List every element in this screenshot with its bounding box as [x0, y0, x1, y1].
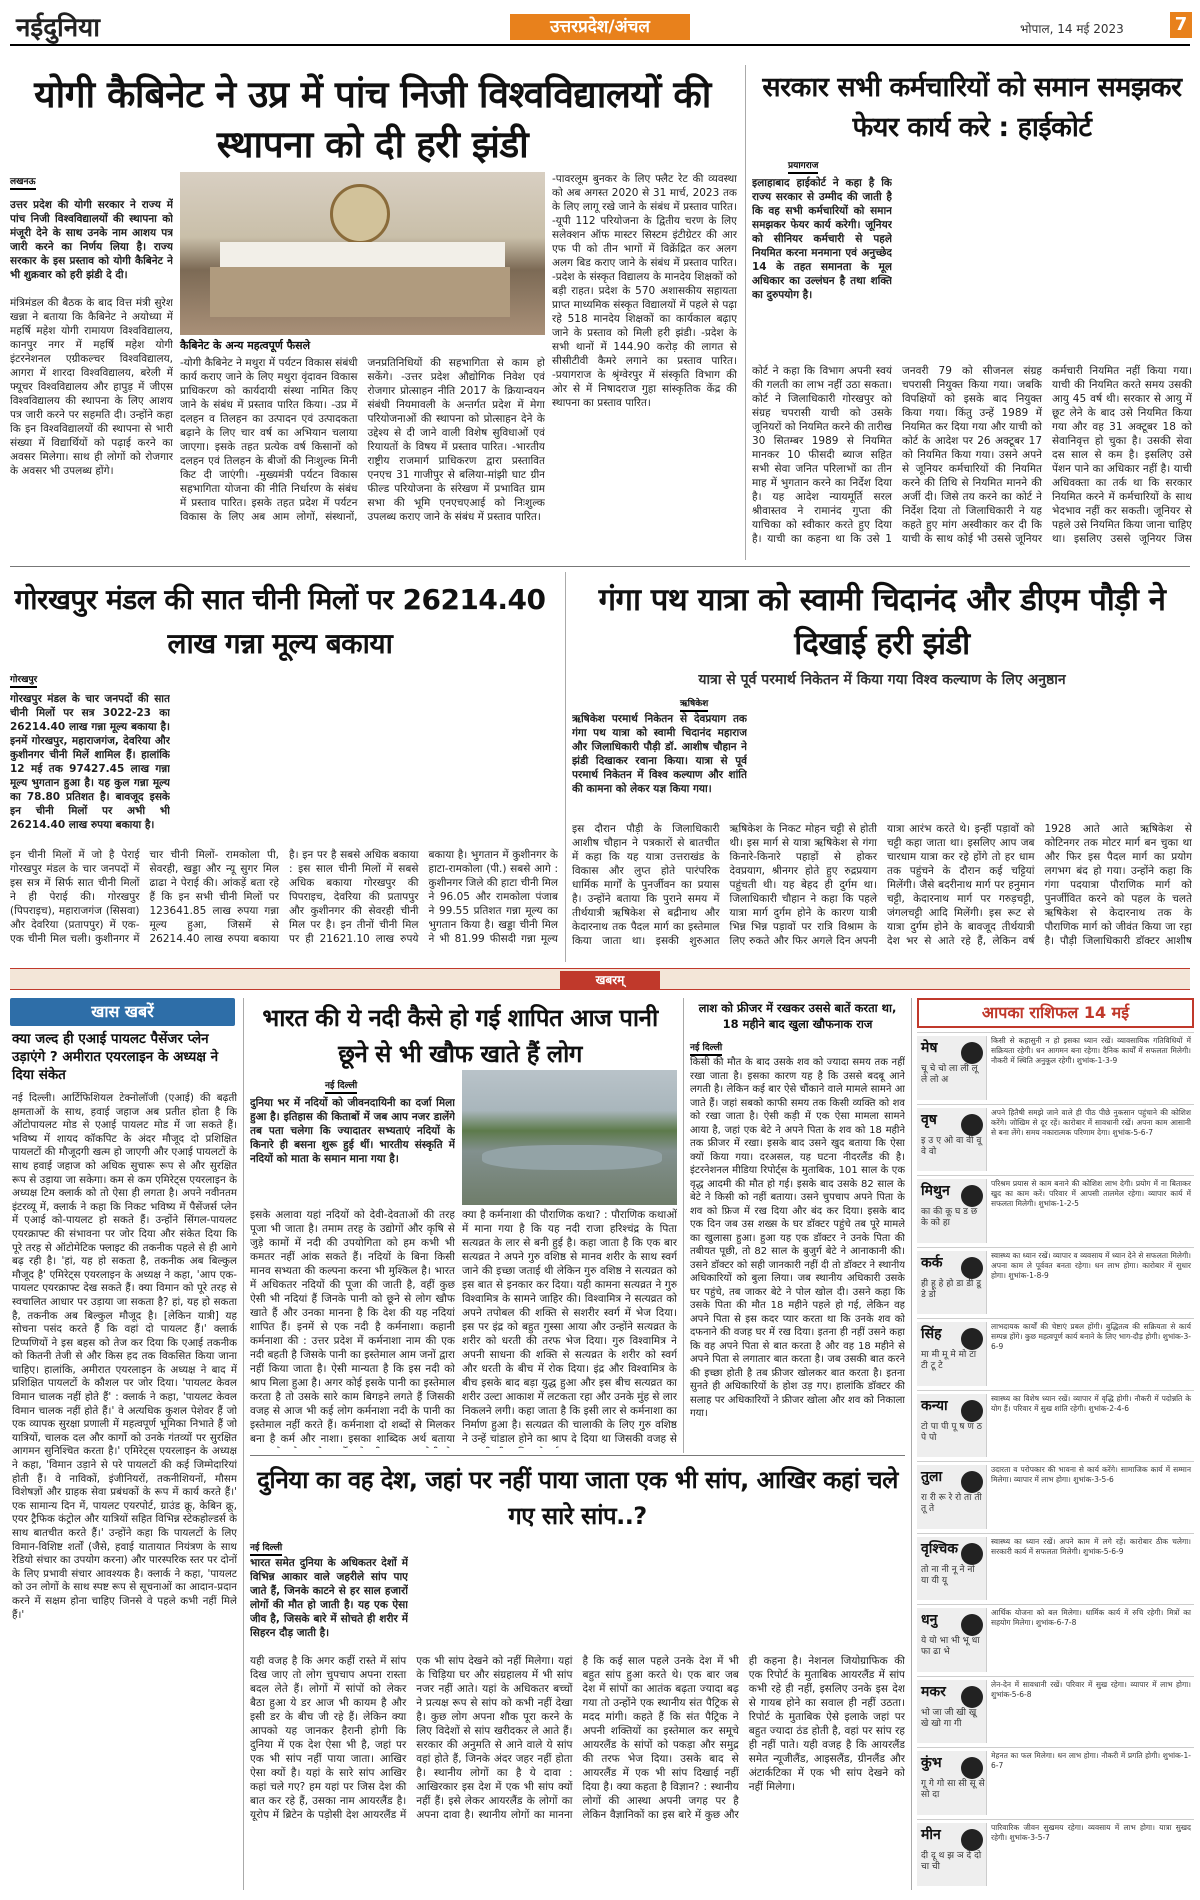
rashi-badge	[917, 1680, 987, 1744]
rashi-row	[917, 1604, 1194, 1674]
zodiac-symbol-icon	[961, 1257, 983, 1279]
story7-dateline: नई दिल्ली	[690, 1040, 722, 1056]
story4-body-upper	[755, 712, 1192, 818]
story2-body-upper	[900, 176, 1192, 362]
rashi-badge	[917, 1251, 987, 1315]
story1-body1: मंत्रिमंडल की बैठक के बाद वित्त मंत्री सुरेश खन्ना ने बताया कि कैबिनेट ने अयोध्या में महर्षि महेश योगी रामायण विश्वविद्यालय, कानपुर नगर में महर्षि महेश योगी इंटरनेशनल एग्रीकल्चर विश्वविद्यालय, आगरा में शारदा विश्वविद्यालय, बरेली में फ्यूचर विश्वविद्यालय और हापुड़ में जीएस विश्वविद्यालय की स्थापना के लिए आशय पत्र जारी करने पर सहमति दी। उन्होंने कहा कि इन विश्वविद्यालयों की स्थापना से भारी संख्या में विद्यार्थियों को पढ़ाई करने का अवसर मिलेगा। साथ ही लोगों को रोजगार के अवसर भी उपलब्ध होंगे।	[10, 297, 173, 477]
story2-body: कोर्ट ने कहा कि विभाग अपनी स्वयं की गलती का लाभ नहीं उठा सकता। कोर्ट ने जिलाधिकारी गोरखपुर को संग्रह चपरासी याची को उसके जूनियरों को नियमित करने की तारीख 30 सितम्बर 1989 से नियमित मानकर 10 फीसदी ब्याज सहित सभी सेवा जनित परिलाभों का तीन माह में भुगतान करने का निर्देश दिया है। यह आदेश न्यायमूर्ति सरल श्रीवास्तव ने रामानंद गुप्ता की याचिका को स्वीकार करते हुए दिया है। याची का कहना था कि उसे 1 जनवरी 79 को सीजनल संग्रह चपरासी नियुक्त किया गया। जबकि विपक्षियों को इसके बाद नियुक्त किया गया। किंतु उन्हें 1989 में नियमित कर दिया गया और याची को कोर्ट के आदेश पर 26 अक्टूबर 17 को नियमित किया गया। उसने अपने से जूनियर कर्मचारियों की नियमित करने की तिथि से नियमित मानने की अर्जी दी। जिसे तय करने का कोर्ट ने निर्देश दिया तो जिलाधिकारी ने यह कहते हुए मांग अस्वीकार कर दी कि याची के साथ कोई भी उससे जूनियर कर्मचारी नियमित नहीं किया गया। याची की नियमित करते समय उसकी आयु 45 वर्ष थी। सरकार से आयु में छूट लेने के बाद उसे नियमित किया गया और वह 31 अक्टूबर 18 को सेवानिवृत्त हो चुका है। उसकी सेवा दस साल से कम है। इसलिए उसे पेंशन पाने का अधिकार नहीं है। याची अधिवक्ता का तर्क था कि सरकार नियमित करने में कर्मचारियों के साथ भेदभाव नहीं कर सकती। जूनियर से पहले उसे नियमित किया जाना चाहिए था। इसलिए उससे जूनियर जिस	[752, 365, 1192, 545]
rashi-badge	[917, 1465, 987, 1529]
rashi-name: मिथुन	[921, 1183, 950, 1199]
zodiac-symbol-icon	[961, 1543, 983, 1565]
masthead-logo: नईदुनिया	[16, 13, 100, 43]
rashi-row	[917, 1318, 1194, 1388]
zodiac-symbol-icon	[961, 1328, 983, 1350]
rashi-row	[917, 1390, 1194, 1460]
story8-dateline: नई दिल्ली	[250, 1540, 282, 1556]
rashi-letters: दी दू थ झ ञ दे दो चा ची	[921, 1850, 982, 1872]
rashi-badge	[917, 1537, 987, 1601]
rashi-letters: गू गे गो सा सी सू से सो दा	[921, 1779, 985, 1800]
story1-headline: योगी कैबिनेट ने उप्र में पांच निजी विश्वविद्यालयों की स्थापना को दी हरी झंडी	[34, 73, 711, 166]
photo-caption: कैबिनेट के अन्य महत्वपूर्ण फैसले	[180, 339, 311, 352]
rashi-row	[917, 1676, 1194, 1746]
rashi-row	[917, 1247, 1194, 1317]
rashi-letters: तो ना नी नू ने नो या यी यू	[921, 1564, 975, 1586]
rashi-letters: का की कू घ ड छ के को हा	[921, 1207, 978, 1228]
khas-khabren-headline: क्या जल्द ही एआई पायलट पैसेंजर प्लेन उड़ाएंगे ? अमीरात एयरलाइन के अध्यक्ष ने दिया संकेत	[12, 1031, 219, 1083]
rashi-row	[917, 1461, 1194, 1531]
rashi-letters: टो पा पी पू ष ण ठ पे पो	[921, 1421, 982, 1443]
story2-dateline: प्रयागराज	[788, 158, 818, 174]
rashi-row	[917, 1819, 1194, 1889]
rashi-row	[917, 1104, 1194, 1174]
story1-body2: -योगी कैबिनेट ने मथुरा में पर्यटन विकास संबंधी कार्य कराए जाने के लिए मथुरा वृंदावन विकास प्राधिकरण को कार्यदायी संस्था नामित किए जाने के संबंध में प्रस्ताव पारित किया। -उप्र में दलहन व तिलहन का उत्पादन एवं उत्पादकता बढ़ाने के लिए चार वर्ष का अभियान चलाया जाएगा। इसके तहत प्रत्येक वर्ष किसानों को दलहन एवं तिलहन के बीजों की निःशुल्क मिनी किट दी जाएंगी। -मुख्यमंत्री पर्यटन विकास सहभागिता योजना की नीति निर्धारण के संबंध में प्रस्ताव पारित। इसके तहत प्रदेश में पर्यटन विकास के लिए अब आम लोगों, संस्थानों, जनप्रतिनिधियों की सहभागिता से काम हो सकेंगे। -उत्तर प्रदेश औद्योगिक निवेश एवं रोजगार प्रोत्साहन नीति 2017 के क्रियान्वयन संबंधी नियमावली के अन्तर्गत प्रदेश में मेगा परियोजनाओं की स्थापना को प्रोत्साहन देने के उद्देश्य से दी जाने वाली विशेष सुविधाओं एवं रियायतों के विषय में प्रस्ताव पारित। -भारतीय राष्ट्रीय राजमार्ग प्राधिकरण द्वारा प्रस्तावित एनएच 31 गाजीपुर से बलिया-मांझी घाट ग्रीन फील्ड परियोजना के संरेखण में प्रभावित ग्राम सभा की भूमि एनएचएआई को निःशुल्क उपलब्ध कराए जाने के संबंध में प्रस्ताव पारित।	[180, 357, 545, 523]
rashi-row	[917, 1175, 1194, 1245]
story4-body: इस दौरान पौड़ी के जिलाधिकारी आशीष चौहान ने पत्रकारों से बातचीत में कहा कि यह यात्रा उत्तराखंड के विकास और लुप्त होते पारंपरिक धार्मिक मार्गों के पुनर्जीवन का प्रयास है। उन्होंने बताया कि पुराने समय में तीर्थयात्री ऋषिकेश से बद्रीनाथ और केदारनाथ तक पैदल मार्ग का इस्तेमाल किया जाता था। इसकी शुरुआत ऋषिकेश के निकट मोहन चट्टी से होती थी। इस मार्ग से यात्रा ऋषिकेश से गंगा किनारे-किनारे पहाड़ों से होकर देवप्रयाग, श्रीनगर होते हुए रुद्रप्रयाग पहुंचती थी। यह बेहद ही दुर्गम था। जिलाधिकारी चौहान ने कहा कि पहले यात्रा मार्ग दुर्गम होने के कारण यात्री भिन्न भिन्न पड़ावों पर रात्रि विश्राम के लिए रुकते और फिर अगले दिन अपनी यात्रा आरंभ करते थे। इन्हीं पड़ावों को चट्टी कहा जाता था। इसलिए आप जब चारधाम यात्रा कर रहे होंगे तो हर धाम तक पहुंचने के दौरान कई चट्टियां मिलेंगी। जैसे बदरीनाथ मार्ग पर हनुमान चट्टी, केदारनाथ मार्ग पर गरुड़चट्टी, जंगलचट्टी आदि मिलेंगी। इस रूट से यात्रा दुर्गम होने के बावजूद तीर्थयात्री देश भर से आते रहे हैं, लेकिन वर्ष 1928 आते आते ऋषिकेश से कोटिनगर तक मोटर मार्ग बन चुका था और फिर इस पैदल मार्ग का प्रयोग लगभग बंद हो गया। उन्होंने कहा कि गंगा पदयात्रा पौराणिक मार्ग को पुनर्जीवित करने को पहल के चलते ऋषिकेश से केदारनाथ तक के पौराणिक मार्ग को जीवंत किया जा रहा है। पौड़ी जिलाधिकारी डॉक्टर आशीष	[572, 823, 1192, 947]
rashi-prediction: स्वास्थ्य का विशेष ध्यान रखें। व्यापार में वृद्धि होगी। नौकरी में पदोन्नति के योग हैं। परिवार में सुख शांति रहेगी। शुभांक-2-4-6	[991, 1393, 1191, 1413]
rashifal-header	[917, 998, 1194, 1028]
rashi-name: कर्क	[921, 1254, 943, 1271]
rashi-badge	[917, 1608, 987, 1672]
rashi-letters: ही हू हे हो डा डी डू डे डो	[921, 1278, 982, 1300]
khas-khabren-header	[10, 998, 235, 1026]
masthead	[10, 6, 1190, 46]
rashi-prediction: लेन-देन में सावधानी रखें। परिवार में सुख रहेगा। व्यापार में लाभ होगा। शुभांक-5-6-8	[991, 1679, 1191, 1699]
cabinet-meeting-photo	[180, 172, 545, 335]
rashi-letters: इ उ ए ओ वा वी वू वे वो	[921, 1135, 982, 1157]
zodiac-symbol-icon	[961, 1757, 983, 1779]
rashi-row	[917, 1032, 1194, 1102]
rashi-letters: रा री रू रे रो ता ती तू ते	[921, 1493, 982, 1514]
rashi-badge	[917, 1036, 987, 1100]
rashi-prediction: परिश्रम प्रयास से काम बनाने की कोशिश लाभ देगी। प्रयोग में ना बिताकर खुद का काम करें। परिवार में आपसी तालमेल रहेगा। व्यापार कार्य में सफलता मिलेगी। शुभांक-1-2-5	[991, 1179, 1191, 1208]
rashi-row	[917, 1747, 1194, 1817]
rashi-letters: मा मी मू मे मो टा टी टू टे	[921, 1350, 977, 1371]
story2-headline: सरकार सभी कर्मचारियों को समान समझकर फेयर कार्य करे : हाईकोर्ट	[762, 72, 1182, 143]
story8-body-upper	[415, 1548, 905, 1652]
story3-dateline: गोरखपुर	[10, 672, 37, 688]
story6-sub: क्या है कर्मनाशा की पौराणिक कथा? : पौराणिक कथाओं में माना गया है कि यह नदी राजा हरिश्चंद्र के पिता सत्यव्रत के लार से बनी हुई है। कहा जाता है कि एक बार सत्यव्रत ने अपने गुरु वशिष्ठ से मानव शरीर के साथ स्वर्ग जाने की इच्छा जताई थी लेकिन गुरु वशिष्ठ ने सत्यव्रत को इस बात से इनकार कर दिया। यही कामना सत्यव्रत ने गुरु विश्वामित्र के सामने जाहिर की। विश्वामित्र ने सत्यव्रत को अपने तपोबल की शक्ति से सशरीर स्वर्ग में भेज दिया। इस पर इंद्र को बहुत गुस्सा आया और उन्होंने सत्यव्रत के शरीर को धरती की तरफ भेज दिया। गुरु विश्वामित्र ने अपनी साधना की शक्ति से सत्यव्रत के शरीर को स्वर्ग और धरती के बीच में रोक दिया। इंद्र और विश्वामित्र के बीच इसके बाद बड़ा युद्ध हुआ और इस बीच सत्यव्रत का शरीर उल्टा आकाश में लटकता रहा और उनके मुंह से लार निकलने लगी। कहा जाता है कि इसी लार से कर्मनाशा का निर्माण हुआ है। सत्यव्रत की चालाकी के लिए गुरु वशिष्ठ ने उन्हें चांडाल होने का श्राप दे दिया था जिसकी वजह से	[462, 1209, 677, 1445]
rashi-row	[917, 1533, 1194, 1603]
zodiac-symbol-icon	[961, 1471, 983, 1493]
rashi-prediction: उदारता व परोपकार की भावना से कार्य करेंगे। सामाजिक कार्य में सम्मान मिलेगा। व्यापार में लाभ होगा। शुभांक-3-5-6	[991, 1465, 1191, 1484]
zodiac-symbol-icon	[961, 1114, 983, 1136]
rashi-prediction: पारिवारिक जीवन सुखमय रहेगा। व्यवसाय में लाभ होगा। यात्रा सुखद रहेगी। शुभांक-3-5-7	[991, 1822, 1191, 1842]
khas-khabren-title: खास खबरें	[91, 1002, 154, 1021]
section-title: उत्तरप्रदेश/अंचल	[510, 14, 690, 40]
rashi-letters: ये यो भा भी भू धा फा ढा भे	[921, 1636, 980, 1657]
story1-body3: -पावरलूम बुनकर के लिए फ्लैट रेट की व्यवस्था को अब अगस्त 2020 से 31 मार्च, 2023 तक के लिए लागू रखे जाने के संबंध में प्रस्ताव पारित। -यूपी 112 परियोजना के द्वितीय चरण के लिए सलेक्शन ऑफ मास्टर सिस्टम इंटीग्रेटर की आर एफ पी को तीन भागों में विक्रेंद्रित कर अलग अलग बिड कराए जाने के संबंध में प्रस्ताव पारित। -प्रदेश के संस्कृत विद्यालय के मानदेय शिक्षकों को बड़ी राहत। प्रदेश के 570 अशासकीय सहायता प्राप्त माध्यमिक संस्कृत विद्यालयों में पहले से पढ़ा रहे 518 मानदेय शिक्षकों का कार्यकाल बढ़ाए जाने के प्रस्ताव को मिली हरी झंडी। -प्रदेश के सभी थानों में 144.90 करोड़ की लागत से सीसीटीवी कैमरे लगाने का प्रस्ताव पारित। -प्रयागराज के श्रृंग्वेरपुर में संस्कृति विभाग की ओर से में निषादराज गुहा सांस्कृतिक केंद्र की स्थापना का प्रस्ताव पारित।	[552, 173, 737, 409]
rashi-name: मेष	[921, 1040, 938, 1056]
page-number: 7	[1170, 12, 1192, 38]
band-label: खबरम्	[560, 971, 660, 989]
rashi-prediction: अपने हितैषी समझे जाने वाले ही पीठ पीछे नुकसान पहुंचाने की कोशिश करेंगे। जोखिम से दूर रहें। कारोबार में सावधानी रखें। अपना काम आसानी से बना लेंगे। समय नकारात्मक परिणाम देगा। शुभांक-5-6-7	[991, 1107, 1191, 1137]
story4-lead: ऋषिकेश परमार्थ निकेतन से देवप्रयाग तक गंगा पथ यात्रा को स्वामी चिदानंद महाराज और जिलाधिकारी पौड़ी डॉ. आशीष चौहान ने झंडी दिखाकर रवाना किया। यात्रा से पूर्व परमार्थ निकेतन में विश्व कल्याण और शांति की कामना को लेकर यज्ञ किया गया।	[572, 713, 747, 795]
story7-body: किसी की मौत के बाद उसके शव को ज्यादा समय तक नहीं रखा जाता है। इसका कारण यह है कि उससे बदबू आने लगती है। लेकिन कई बार ऐसे चौंकाने वाले मामले सामने आ जाते हैं। जहां सबको काफी समय तक किसी व्यक्ति को शव को रखा जाता है। ऐसी कड़ी में एक ऐसा मामला सामने आया है, जहां एक बेटे ने अपने पिता के शव को 18 महीने तक फ्रीजर में रखा। इसके बाद उसने खुद बताया कि ऐसा क्यों किया गया। दरअसल, यह घटना नीदरलैंड की है। इंटरनेशनल मीडिया रिपोर्ट्स के मुताबिक, 101 साल के एक वृद्ध आदमी की मौत हो गई। इसके बाद उसके 82 साल के बेटे ने किसी को नहीं बताया। उसने चुपचाप अपने पिता के शव को फ्रिज में रख दिया और बंद कर दिया। इसके बाद एक दिन जब उस शख्स के घर डॉक्टर पहुंचे तब पूरे मामले का खुलासा हुआ। हुआ यह एक डॉक्टर ने उनके पिता की तबीयत पूछी, तो 82 साल के बुजुर्ग बेटे ने आनाकानी की। उसने डॉक्टर को सही जानकारी नहीं दी तो डॉक्टर ने स्थानीय अधिकारियों को बुला लिया। जब स्थानीय अधिकारी उसके घर पहुंचे, तब जाकर बेटे ने पोल खोल दी। उसने कहा कि उसके पिता की मौत 18 महीने पहले हो गई, लेकिन वह अपने पिता से इस कदर प्यार करता था कि उनके शव को दफनाने की वजह घर में रख दिया। इतना ही नहीं उसने कहा कि वह अपने पिता से बात करता है और वह 18 महीने से अपने पिता से लगातार बात करता है। जब उसकी बात करने की इच्छा होती है तब फ्रीजर खोलकर बात करता है। इतना सुनते ही अधिकारियों के होश उड़ गए। हालांकि डॉक्टर की सलाह पर अधिकारियों ने फ्रीजर खोला और शव को निकाला गया।	[690, 1057, 905, 1419]
river-photo	[462, 1070, 677, 1205]
story8-lead: भारत समेत दुनिया के अधिकतर देशों में विभिन्न आकार वाले जहरीले सांप पाए जाते हैं, जिनके काटने से हर साल हजारों लोगों की मौत हो जाती है। यह एक ऐसा जीव है, जिसके बारे में सोचते ही शरीर में सिहरन दौड़ जाती है।	[250, 1557, 408, 1639]
zodiac-symbol-icon	[961, 1400, 983, 1422]
rashi-badge	[917, 1179, 987, 1243]
rashi-prediction: मेहनत का फल मिलेगा। धन लाभ होगा। नौकरी में प्रगति होगी। शुभांक-1-6-7	[991, 1751, 1191, 1770]
section-band	[10, 968, 1190, 990]
rashi-name: मकर	[921, 1683, 946, 1700]
story3-body: इन चीनी मिलों में जो है पेराई गोरखपुर मंडल के चार जनपदों में इस सत्र में सिर्फ सात चीनी मिलों ने ही पेराई की। गोरखपुर (पिपराइच), महाराजगंज (सिसवा) और देवरिया (प्रतापपुर) में एक-एक चीनी मिल चली। कुशीनगर में चार चीनी मिलों- रामकोला पी, सेवरही, खड्डा और न्यू सुगर मिल ढाढा ने पेराई की। आंकड़ें बता रहे हैं कि इन सभी चीनी मिलों पर 123641.85 लाख रुपया गन्ना मूल्य हुआ, जिसमें से 26214.40 लाख रुपया बकाया है। इन पर है सबसे अधिक बकाया : इस साल चीनी मिलों में सबसे अधिक बकाया गोरखपुर की पिपराइच, देवरिया की प्रतापपुर और कुशीनगर की सेवरही चीनी मिल पर है। इन तीनों चीनी मिल पर ही 21621.10 लाख रुपये बकाया है। भुगतान में कुशीनगर के हाटा-रामकोला (पी.) सबसे आगे : कुशीनगर जिले की हाटा चीनी मिल ने 96.05 और रामकोला पंजाब ने 99.55 प्रतिशत गन्ना मूल्य का भुगतान किया है। खड्डा चीनी मिल ने भी 81.99 फीसदी गन्ना मूल्य	[10, 849, 558, 945]
story4-subhead: यात्रा से पूर्व परमार्थ निकेतन में किया गया विश्व कल्याण के लिए अनुष्ठान	[698, 672, 1066, 688]
story3-body-upper	[178, 668, 558, 846]
zodiac-symbol-icon	[961, 1042, 983, 1064]
story4-dateline: ऋषिकेश	[680, 696, 708, 712]
rashi-name: कुंभ	[921, 1755, 942, 1771]
story6-lead: दुनिया भर में नदियों को जीवनदायिनी का दर्जा मिला हुआ है। इतिहास की किताबों में जब आप नजर डालेंगे तब पता चलेगा कि ज्यादातर सभ्यताएं नदियों के किनारे ही बसना शुरू हुई थीं। भारतीय संस्कृति में नदियों को माता के समान माना गया है।	[250, 1097, 455, 1165]
story8-headline: दुनिया का वह देश, जहां पर नहीं पाया जाता एक भी सांप, आखिर कहां चले गए सारे सांप..?	[257, 1466, 898, 1530]
zodiac-symbol-icon	[961, 1686, 983, 1708]
zodiac-symbol-icon	[961, 1185, 983, 1207]
rashi-name: तुला	[921, 1469, 943, 1485]
story6-headline: भारत की ये नदी कैसे हो गई शापित आज पानी छूने से भी खौफ खाते हैं लोग	[262, 1004, 658, 1068]
issue-date: भोपाल, 14 मई 2023	[1020, 22, 1124, 36]
zodiac-symbol-icon	[961, 1614, 983, 1636]
khas-khabren-body: नई दिल्ली। आर्टिफिशियल टेक्नोलॉजी (एआई) की बढ़ती क्षमताओं के साथ, हवाई जहाज अब प्रतीत होता है कि ऑटोपायलट मोड से एआई पायलट मोड में जा सकते हैं। भविष्य में शायद कॉकपिट के अंदर मौजूद दो प्रशिक्षित पायलटों की मौजूदगी खत्म हो जाएगी और एआई पायलटों के साथ हवाई जहाज को अधिक सुचारू रूप से और सुरक्षित रूप से उड़ाया जा सकेगा। कम से कम एमिरेट्स एयरलाइन के अध्यक्ष टिम क्लार्क को तो ऐसा ही लगता है। अपने नवीनतम इंटरव्यू में, क्लार्क ने कहा कि निकट भविष्य में पैसेंजर्स प्लेन में एआई को-पायलट हो सकते हैं। उन्होंने सिंगल-पायलट एयरक्राफ्ट की संभावना पर जोर दिया और संकेत दिया कि पूरे तरह से ऑटोमेटिक फ्लाइट की तकनीक पहले से ही आगे बढ़ रही है। 'हां, यह हो सकता है, तकनीक अब बिल्कुल मौजूद है' एमिरेट्स एयरलाइन के अध्यक्ष ने कहा, 'आप एक-पायलट एयरक्राफ्ट देख सकते हैं। क्या विमान को पूरे तरह से स्वचालित आधार पर उड़ाया जा सकता है? हां, यह हो सकता है, तकनीक अब बिल्कुल मौजूद है। [लेकिन यात्री] यह सोचना पसंद करते हैं कि वहां दो पायलट हैं।' क्लार्क टिप्पणियों ने इस बहस को तेज कर दिया कि एआई तकनीक को कितनी तेजी से और किस हद तक विकसित किया जाना चाहिए। हालांकि, अमीरात एयरलाइन के अध्यक्ष ने बाद में प्रशिक्षित पायलटों के कौशल पर जोर दिया। 'पायलट केवल विमान चालक नहीं होते हैं' : क्लार्क ने कहा, 'पायलट केवल विमान चालक नहीं होते हैं।' वे अत्यधिक कुशल पेशेवर हैं जो एक व्यापक सुरक्षा प्रणाली में महत्वपूर्ण भूमिका निभाते हैं जो यात्रियों, चालक दल और कार्गो को उनके गंतव्यों पर सुरक्षित आगमन सुनिश्चित करता है।' एमिरेट्स एयरलाइन के अध्यक्ष ने कहा, 'विमान उड़ाने से परे पायलटों की कई जिम्मेदारियां होती हैं। वे नाविकों, इंजीनियरों, तकनीशियनों, मौसम विशेषज्ञों और ग्राहक सेवा प्रबंधकों के रूप में कार्य करते हैं।' एक सामान्य दिन में, पायलट एयरपोर्ट, ग्राउंड क्रू, केबिन क्रू, एयर ट्रैफिक कंट्रोल और यात्रियों सहित विभिन्न स्टेकहोल्डर्स के साथ बातचीत करते हैं।' उन्होंने कहा कि पायलटों के लिए विमान-विशिष्ट शर्तों (जैसे, हवाई यातायात नियंत्रण के साथ रेडियो संचार का उपयोग करना) और पारस्परिक स्तर पर दोनों के लिए प्रभावी संचार आवश्यक है। क्लार्क ने कहा, 'पायलट को उन लोगों के साथ स्पष्ट रूप से सूचनाओं का आदान-प्रदान करने में सक्षम होना चाहिए जिनसे वे पहले कभी नहीं मिले हैं।'	[12, 1092, 237, 1621]
rashi-prediction: आर्थिक योजना को बल मिलेगा। धार्मिक कार्य में रुचि रहेगी। मित्रों का सहयोग मिलेगा। शुभांक-6-7-8	[991, 1608, 1191, 1627]
rashi-prediction: स्वास्थ्य का ध्यान रखें। अपने काम में लगे रहें। कारोबार ठीक चलेगा। सरकारी कार्य में सफलता मिलेगी। शुभांक-5-6-9	[991, 1536, 1191, 1556]
rashi-name: धनु	[921, 1612, 938, 1628]
story4-headline: गंगा पथ यात्रा को स्वामी चिदानंद और डीएम पौड़ी ने दिखाई हरी झंडी	[598, 582, 1166, 662]
story1-lead: उत्तर प्रदेश की योगी सरकार ने राज्य में पांच निजी विश्वविद्यालयों की स्थापना को मंजूरी देने के साथ उनके नाम आशय पत्र जारी करने का निर्णय लिया है। राज्य सरकार के इस प्रस्ताव को योगी कैबिनेट ने भी शुक्रवार को हरी झंडी दे दी।	[10, 199, 173, 281]
rashi-letters: चू चे चो ला ली लू ले लो अ	[921, 1064, 978, 1085]
rashi-letters: भो जा जी खी खू खे खो गा गी	[921, 1707, 977, 1729]
rashi-name: कन्या	[921, 1397, 948, 1414]
rashi-prediction: लाभदायक कार्यों की चेष्टाएं प्रबल होंगी। बुद्धितत्व की सक्रियता से कार्य सम्पन्न होंगे। कुछ महत्वपूर्ण कार्य बनाने के लिए भाग-दौड़ होगी। शुभांक-3-6-9	[991, 1322, 1191, 1351]
story3-lead: गोरखपुर मंडल के चार जनपदों की सात चीनी मिलों पर सत्र 3022-23 का 26214.40 लाख गन्ना मूल्य बकाया है। इनमें गोरखपुर, महाराजगंज, देवरिया और कुशीनगर चीनी मिलें शामिल हैं। हालांकि 12 मई तक 97427.45 लाख गन्ना मूल्य भुगतान हुआ है। यह कुल गन्ना मूल्य का 78.80 प्रतिशत है। बावजूद इसके इन चीनी मिलों पर अभी भी 26214.40 लाख रुपया बकाया है।	[10, 693, 170, 831]
rashi-prediction: स्वास्थ्य का ध्यान रखें। व्यापार व व्यवसाय में ध्यान देने से सफलता मिलेगी। अपना काम ले पूर्ववत बनता रहेगा। धन लाभ होगा। कारोबार में सुधार होगा। शुभांक-1-8-9	[991, 1250, 1191, 1280]
story2-lead: इलाहाबाद हाईकोर्ट ने कहा है कि राज्य सरकार से उम्मीद की जाती है कि वह सभी कर्मचारियों को समान समझकर फेयर कार्य करेगी। जूनियर को सीनियर कर्मचारी से पहले नियमित करना मनमाना एवं अनुच्छेद 14 के तहत समानता के मूल अधिकार का उल्लंघन है तथा शक्ति का दुरुपयोग है।	[752, 177, 892, 301]
zodiac-symbol-icon	[961, 1829, 983, 1851]
rashifal-title: आपका राशिफल 14 मई	[981, 1003, 1130, 1022]
rashi-badge	[917, 1108, 987, 1172]
rashi-badge	[917, 1751, 987, 1815]
rashi-badge	[917, 1322, 987, 1386]
story6-body: इसके अलावा यहां नदियों को देवी-देवताओं की तरह पूजा भी जाता है। तमाम तरह के उद्योगों और कृषि से जुड़े कामों में नदी की उपयोगिता को हम कभी भी कमतर नहीं आंक सकते हैं। नदियों के बिना किसी मानव सभ्यता की कल्पना करना भी मुश्किल है। भारत में अधिकतर नदियों की पूजा की जाती है, वहीं कुछ ऐसी भी नदियां हैं जिनके पानी को छूने से लोग खौफ खाते हैं और उनका मानना है कि देश की यह नदियां शापित हैं। इनमें से एक नदी है कर्मनाशा। कहानी कर्मनाशा की : उत्तर प्रदेश में कर्मनाशा नाम की एक नदी बहती है जिसके पानी का इस्तेमाल आम जनों द्वारा नहीं किया जाता है। ऐसी मान्यता है कि इस नदी को श्राप मिला हुआ है। अगर कोई इसके पानी का इस्तेमाल करता है तो उसके सारे काम बिगड़ने लगते हैं जिसकी वजह से आज भी कई लोग कर्मनाशा नदी के पानी का इस्तेमाल नहीं करते हैं। कर्मनाशा दो शब्दों से मिलकर बना है कर्म और नाशा। इसका शाब्दिक अर्थ बताया	[250, 1209, 455, 1445]
story7-headline: लाश को फ्रीजर में रखकर उससे बातें करता था, 18 महीने बाद खुला खौफनाक राज	[698, 1001, 897, 1031]
rashi-badge	[917, 1823, 987, 1887]
rashi-badge	[917, 1394, 987, 1458]
story1-dateline: लखनऊ	[10, 174, 36, 190]
rashi-name: वृश्चिक	[921, 1540, 959, 1557]
story6-dateline: नई दिल्ली	[325, 1078, 357, 1094]
rashi-name: सिंह	[921, 1326, 942, 1342]
rashi-name: वृष	[921, 1111, 937, 1128]
story3-headline: गोरखपुर मंडल की सात चीनी मिलों पर 26214.40 लाख गन्ना मूल्य बकाया	[14, 583, 546, 660]
story8-body: यही वजह है कि अगर कहीं रास्ते में सांप दिख जाए तो लोग चुपचाप अपना रास्ता बदल लेते हैं। लोगों में सांपों को लेकर बैठा हुआ ये डर आज भी कायम है और इसी डर के बीच जी रहे हैं। लेकिन क्या आपको यह जानकर हैरानी होगी कि दुनिया में एक देश ऐसा भी है, जहां पर एक भी सांप नहीं पाया जाता। आखिर ऐसा क्यों है। यहां के सारे सांप आखिर कहां चले गए? हम यहां पर जिस देश की बात कर रहे हैं, उसका नाम आयरलैंड है। यूरोप में ब्रिटेन के पड़ोसी देश आयरलैंड में एक भी सांप देखने को नहीं मिलेगा। यहां के चिड़िया घर और संग्रहालय में भी सांप नजर नहीं आते। यहां के अधिकतर बच्चों ने प्रत्यक्ष रूप से सांप को कभी नहीं देखा है। कुछ लोग अपना शौक पूरा करने के लिए विदेशों से सांप खरीदकर ले आते हैं। सरकार की अनुमति से आने वाले ये सांप वहां होते हैं, जिनके अंदर जहर नहीं होता है। स्थानीय लोगों का है ये दावा : आखिरकार इस देश में एक भी सांप क्यों नहीं हैं। इसे लेकर आयरलैंड के लोगों का अपना दावा है। स्थानीय लोगों का मानना है कि कई साल पहले उनके देश में भी बहुत सांप हुआ करते थे। एक बार जब देश में सांपों का आतंक बढ़ता ज्यादा बढ़ गया तो उन्होंने एक स्थानीय संत पैट्रिक से मदद मांगी। कहते हैं कि संत पैट्रिक ने अपनी शक्तियों का इस्तेमाल कर समूचे आयरलैंड के सांपों को पकड़ा और समुद्र की तरफ भेज दिया। उसके बाद से आयरलैंड में एक भी सांप दिखाई नहीं दिया है। क्या कहता है विज्ञान? : स्थानीय लोगों की आस्था अपनी जगह पर है लेकिन वैज्ञानिकों का इस बारे में कुछ और ही कहना है। नेशनल जियोग्राफिक की एक रिपोर्ट के मुताबिक आयरलैंड में सांप कभी रहे ही नहीं, इसलिए उनके इस देश से गायब होने का सवाल ही नहीं उठता। रिपोर्ट के मुताबिक ऐसे इलाके जहां पर बहुत ज्यादा ठंड होती है, वहां पर सांप रह ही नहीं पाते। यही वजह है कि आयरलैंड समेत न्यूजीलैंड, आइसलैंड, ग्रीनलैंड और अंटार्कटिका में एक भी सांप देखने को नहीं मिलेगा।	[250, 1655, 905, 1821]
rashi-name: मीन	[921, 1826, 941, 1843]
rashi-prediction: किसी से कहासुनी न हो इसका ध्यान रखें। व्यावसायिक गतिविधियों में सक्रियता रहेगी। धन आगमन बना रहेगा। दैनिक कार्यों में सफलता मिलेगी। नौकरी में स्थिति अनुकूल रहेगी। शुभांक-1-3-9	[991, 1036, 1191, 1065]
